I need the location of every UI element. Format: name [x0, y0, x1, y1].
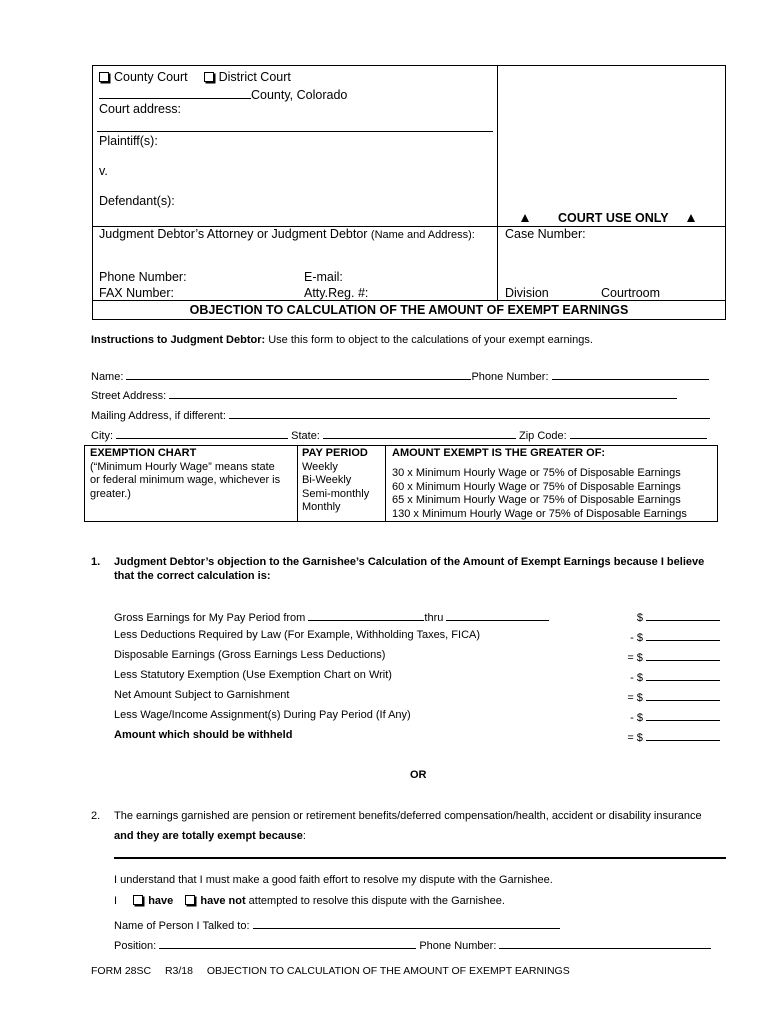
instructions-text: Use this form to object to the calculations of your exempt earnings. — [265, 334, 593, 346]
have-checkbox[interactable] — [133, 895, 143, 905]
street-label: Street Address: — [91, 390, 167, 402]
section1-heading — [114, 556, 704, 583]
name-row — [91, 368, 709, 383]
street-field[interactable] — [169, 387, 677, 399]
state-label: State: — [291, 430, 320, 442]
form-title: OBJECTION TO CALCULATION OF THE AMOUNT OF EXEMPT EARNINGS — [189, 303, 629, 317]
attorney-label: Judgment Debtor’s Attorney or Judgment Debtor — [99, 227, 371, 241]
city-row — [91, 427, 707, 442]
gross-amount-field[interactable] — [646, 609, 720, 621]
good-faith-statement: I understand that I must make a good faith effort to resolve my dispute with the Garnishee. — [114, 874, 553, 886]
section2-line2-colon: : — [302, 830, 306, 842]
pay-period-item: Monthly — [302, 501, 341, 513]
county-court-label: County Court — [114, 70, 188, 84]
person-label: Name of Person I Talked to: — [114, 920, 250, 932]
chart-col-divider-1 — [297, 445, 298, 522]
calc-row-symbol: = $ — [627, 692, 643, 704]
person-field[interactable] — [253, 917, 560, 929]
name-field[interactable] — [126, 368, 471, 380]
chart-col-divider-2 — [385, 445, 386, 522]
district-court-label: District Court — [218, 70, 291, 84]
district-court-checkbox[interactable] — [204, 72, 214, 82]
attorney-label-row — [99, 227, 475, 241]
caption-box — [92, 65, 726, 320]
calc-row-label: Net Amount Subject to Garnishment — [114, 689, 290, 701]
atty-reg-label: Atty.Reg. #: — [304, 286, 369, 300]
have-row — [114, 895, 505, 907]
position-field[interactable] — [159, 937, 416, 949]
position-phone-label: Phone Number: — [419, 940, 497, 952]
calc-row-amount — [580, 649, 720, 664]
county-row — [99, 87, 347, 102]
court-use-only-label: COURT USE ONLY — [557, 211, 669, 225]
phone-number-label: Phone Number: — [99, 270, 187, 284]
person-row — [114, 917, 560, 932]
section2-line1: The earnings garnished are pension or retirement benefits/deferred compensation/health, accident or disability insurance — [114, 810, 702, 822]
calc-row-label: Less Wage/Income Assignment(s) During Pay Period (If Any) — [114, 709, 411, 721]
thru-label: thru — [424, 612, 444, 624]
amount-exempt-item: 130 x Minimum Hourly Wage or 75% of Disposable Earnings — [392, 507, 687, 520]
triangle-up-icon — [521, 214, 529, 222]
phone-field[interactable] — [552, 368, 709, 380]
pay-period-header: PAY PERIOD — [302, 447, 368, 459]
footer-revision: R3/18 — [164, 965, 193, 977]
statutory-exemption-field[interactable] — [646, 669, 720, 681]
section2-line2-bold: and they are totally exempt because — [114, 830, 303, 842]
courtroom-label: Courtroom — [601, 286, 661, 300]
zip-field[interactable] — [570, 427, 707, 439]
withheld-amount-field[interactable] — [646, 729, 720, 741]
net-amount-field[interactable] — [646, 689, 720, 701]
fax-number-label: FAX Number: — [99, 286, 175, 300]
i-label: I — [114, 895, 118, 907]
footer-form-id: FORM 28SC — [91, 965, 152, 977]
section2-line2 — [114, 830, 306, 842]
or-separator: OR — [410, 769, 427, 781]
calc-row-label: Less Statutory Exemption (Use Exemption Chart on Writ) — [114, 669, 392, 681]
calc-row-symbol: - $ — [630, 672, 643, 684]
defendants-label: Defendant(s): — [99, 194, 175, 208]
city-field[interactable] — [116, 427, 288, 439]
email-label: E-mail: — [304, 270, 343, 284]
calc-row-symbol: - $ — [630, 632, 643, 644]
calc-row-symbol: - $ — [630, 712, 643, 724]
calc-row-amount — [580, 669, 720, 684]
title-divider — [92, 300, 726, 301]
county-court-checkbox[interactable] — [99, 72, 109, 82]
pay-period-item: Bi-Weekly — [302, 474, 352, 486]
county-colorado-label: County, Colorado — [251, 88, 348, 102]
instructions-label: Instructions to Judgment Debtor: — [91, 334, 266, 346]
pay-period-thru-field[interactable] — [446, 609, 549, 621]
gross-earnings-row — [114, 609, 549, 624]
caption-divider-vertical — [497, 65, 498, 301]
section1-heading-line1: Judgment Debtor’s objection to the Garnishee’s Calculation of the Amount of Exempt Earnings because I believe — [114, 556, 705, 568]
mailing-row — [91, 407, 710, 422]
gross-symbol: $ — [636, 612, 643, 624]
section2-number: 2. — [91, 810, 101, 822]
calc-row-amount — [580, 689, 720, 704]
calc-row-label: Less Deductions Required by Law (For Example, Withholding Taxes, FICA) — [114, 629, 481, 641]
gross-from-label: Gross Earnings for My Pay Period from — [114, 612, 306, 624]
withheld-symbol: = $ — [627, 732, 643, 744]
have-not-checkbox[interactable] — [185, 895, 195, 905]
court-address-line — [97, 131, 493, 132]
court-use-only-row — [521, 211, 695, 225]
court-address-label: Court address: — [99, 102, 181, 116]
amount-exempt-item: 30 x Minimum Hourly Wage or 75% of Disposable Earnings — [392, 467, 681, 479]
exemption-note-line: (“Minimum Hourly Wage” means state — [90, 460, 275, 473]
have-not-label: have not — [200, 895, 246, 907]
calc-row-symbol: = $ — [627, 652, 643, 664]
amount-exempt-header: AMOUNT EXEMPT IS THE GREATER OF: — [392, 447, 606, 459]
city-label: City: — [91, 430, 113, 442]
position-label: Position: — [114, 940, 157, 952]
wage-assignment-field[interactable] — [646, 709, 720, 721]
position-row — [114, 937, 711, 952]
amount-exempt-item: 60 x Minimum Hourly Wage or 75% of Disposable Earnings — [392, 480, 681, 493]
mailing-label: Mailing Address, if different: — [91, 410, 226, 422]
mailing-field[interactable] — [229, 407, 710, 419]
versus-label: v. — [99, 164, 108, 178]
section1-number: 1. — [91, 556, 101, 568]
chart-pay-period-column — [302, 447, 369, 515]
amount-exempt-item: 65 x Minimum Hourly Wage or 75% of Disposable Earnings — [392, 494, 681, 506]
withheld-amount — [580, 729, 720, 744]
chart-left-column — [90, 447, 280, 501]
exemption-note-line: greater.) — [90, 487, 131, 500]
chart-amount-column — [392, 467, 687, 521]
attorney-label-small: (Name and Address): — [370, 229, 475, 241]
pay-period-from-field[interactable] — [308, 609, 424, 621]
case-number-label: Case Number: — [505, 227, 586, 241]
pay-period-item: Semi-monthly — [302, 487, 370, 500]
county-name-field[interactable] — [99, 87, 251, 99]
zip-label: Zip Code: — [519, 430, 567, 442]
plaintiffs-label: Plaintiff(s): — [99, 134, 158, 148]
division-label: Division — [505, 286, 549, 300]
section1-heading-line2: that the correct calculation is: — [114, 569, 271, 582]
exemption-note-line: or federal minimum wage, whichever is — [90, 474, 281, 486]
have-label: have — [148, 895, 174, 907]
state-field[interactable] — [323, 427, 516, 439]
phone-label: Phone Number: — [471, 371, 549, 383]
calc-row-label: Disposable Earnings (Gross Earnings Less Deductions) — [114, 649, 386, 661]
position-phone-field[interactable] — [499, 937, 711, 949]
exempt-reason-field[interactable] — [114, 857, 726, 859]
gross-amount — [580, 609, 720, 624]
street-row — [91, 387, 677, 402]
instructions — [91, 334, 593, 346]
footer — [91, 965, 570, 977]
attempted-text: attempted to resolve this dispute with the Garnishee. — [245, 895, 505, 907]
calc-row-amount — [580, 629, 720, 644]
exemption-chart-title: EXEMPTION CHART — [90, 447, 197, 459]
calc-row-amount — [580, 709, 720, 724]
court-type-row — [99, 70, 291, 84]
footer-title: OBJECTION TO CALCULATION OF THE AMOUNT OF EXEMPT EARNINGS — [206, 965, 570, 977]
pay-period-item: Weekly — [302, 460, 338, 473]
disposable-earnings-field[interactable] — [646, 649, 720, 661]
name-label: Name: — [91, 371, 124, 383]
withheld-label: Amount which should be withheld — [114, 729, 293, 741]
deductions-field[interactable] — [646, 629, 720, 641]
triangle-up-icon — [687, 214, 695, 222]
